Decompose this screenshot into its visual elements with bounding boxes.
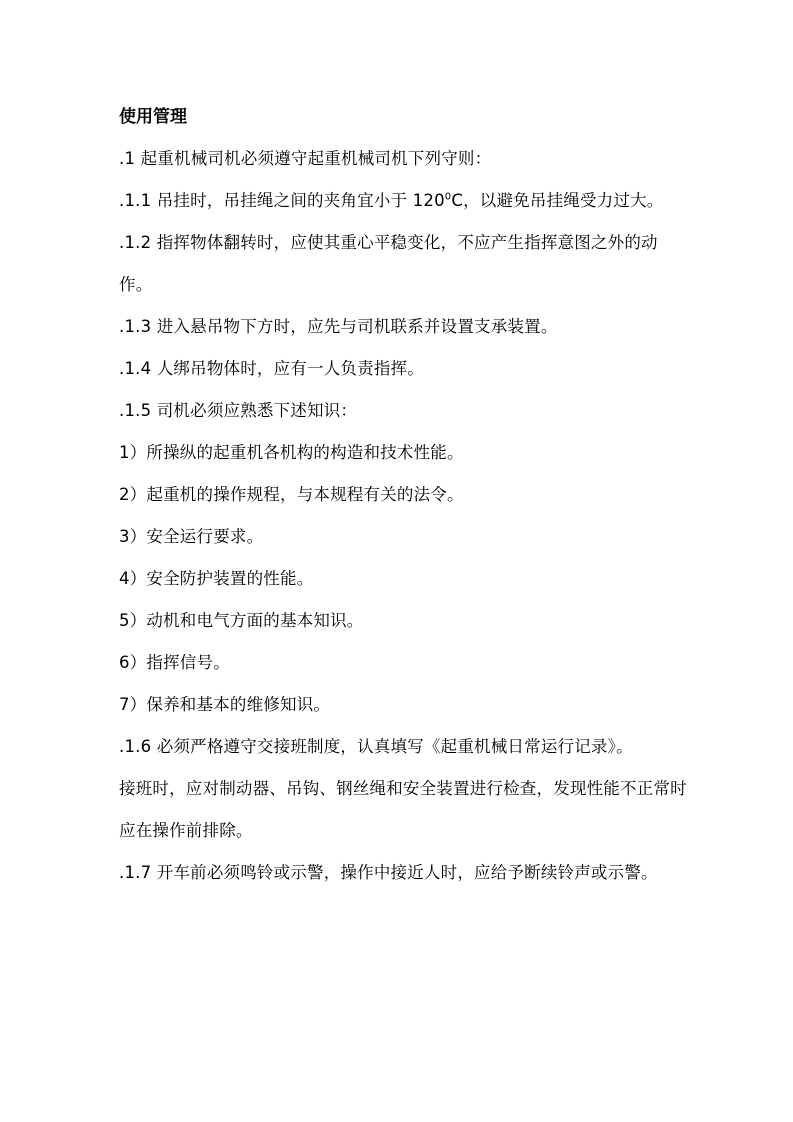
document-body [119,100,689,894]
list-item-1: 1）所操纵的起重机各机构的构造和技术性能。 [119,443,464,462]
section-heading: 使用管理 [119,107,187,127]
list-item-4: 4）安全防护装置的性能。 [119,569,314,588]
degree-superscript: 0 [444,191,452,203]
paragraph-1-6-line1: .1.6 必须严格遵守交接班制度，认真填写《起重机械日常运行记录》。 [119,737,633,756]
list-item-5: 5）动机和电气方面的基本知识。 [119,611,364,630]
list-item-6: 6）指挥信号。 [119,653,230,672]
paragraph-1-5: .1.5 司机必须应熟悉下述知识： [119,401,358,420]
list-item-3: 3）安全运行要求。 [119,527,264,546]
paragraph-1-3: .1.3 进入悬吊物下方时，应先与司机联系并设置支承装置。 [119,317,558,336]
paragraph-1-1-text-a: .1.1 吊挂时，吊挂绳之间的夹角宜小于 120 [119,191,445,210]
list-item-7: 7）保养和基本的维修知识。 [119,695,331,714]
paragraph-rules-intro: .1 起重机械司机必须遵守起重机械司机下列守则： [119,149,492,168]
paragraph-1-7: .1.7 开车前必须鸣铃或示警，操作中接近人时，应给予断续铃声或示警。 [119,863,658,882]
paragraph-1-2: .1.2 指挥物体翻转时，应使其重心平稳变化，不应产生指挥意图之外的动作。 [119,233,658,294]
paragraph-1-4: .1.4 人绑吊物体时，应有一人负责指挥。 [119,359,424,378]
paragraph-1-1 [119,180,689,222]
paragraph-1-6-rest: 接班时，应对制动器、吊钩、钢丝绳和安全装置进行检查，发现性能不正常时应在操作前排除。 [119,779,687,840]
list-item-2: 2）起重机的操作规程，与本规程有关的法令。 [119,485,464,504]
paragraph-1-1-text-b: C，以避免吊挂绳受力过大。 [451,191,664,210]
